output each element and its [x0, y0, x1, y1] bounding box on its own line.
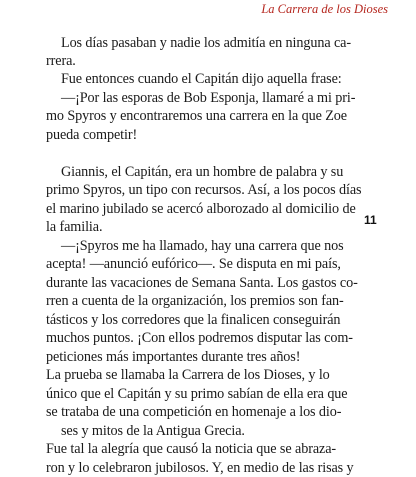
text-line: primo Spyros, un tipo con recursos. Así, a los pocos días	[46, 182, 362, 198]
text-line: ses y mitos de la Antigua Grecia.	[61, 423, 245, 439]
text-line: rrera.	[46, 53, 76, 69]
running-head: La Carrera de los Dioses	[261, 2, 388, 16]
text-line: mo Spyros y encontraremos una carrera en la que Zoe	[46, 108, 347, 124]
text-line: Los días pasaban y nadie los admitía en ninguna ca-	[61, 35, 351, 51]
text-line: peticiones más importantes durante tres años!	[46, 349, 301, 365]
text-line: único que el Capitán y su primo sabían de ella era que	[46, 386, 348, 402]
text-line: pueda competir!	[46, 127, 138, 143]
text-line: el marino jubilado se acercó alborozado al domicilio de	[46, 201, 356, 217]
text-line: muchos puntos. ¡Con ellos podremos disputar las com-	[46, 330, 353, 346]
text-line: Fue entonces cuando el Capitán dijo aquella frase:	[61, 71, 342, 87]
text-line: La prueba se llamaba la Carrera de los Dioses, y lo	[46, 367, 330, 383]
text-line: —¡Spyros me ha llamado, hay una carrera que nos	[61, 238, 344, 254]
text-line: Fue tal la alegría que causó la noticia que se abraza-	[46, 441, 337, 457]
text-line: Giannis, el Capitán, era un hombre de palabra y su	[61, 164, 344, 180]
text-line: se trataba de una competición en homenaje a los dio-	[46, 404, 342, 420]
text-line: acepta! —anunció eufórico—. Se disputa en mi país,	[46, 256, 341, 272]
text-line: rren a cuenta de la organización, los premios son fan-	[46, 293, 344, 309]
text-line: ron y lo celebraron jubilosos. Y, en medio de las risas y	[46, 460, 354, 476]
text-line: —¡Por las esporas de Bob Esponja, llamaré a mi pri-	[61, 90, 356, 106]
page-number: 11	[364, 213, 377, 227]
text-line: la familia.	[46, 219, 103, 235]
text-line: tásticos y los corredores que la finalicen conseguirán	[46, 312, 341, 328]
text-line: durante las vacaciones de Semana Santa. Los gastos co-	[46, 275, 358, 291]
